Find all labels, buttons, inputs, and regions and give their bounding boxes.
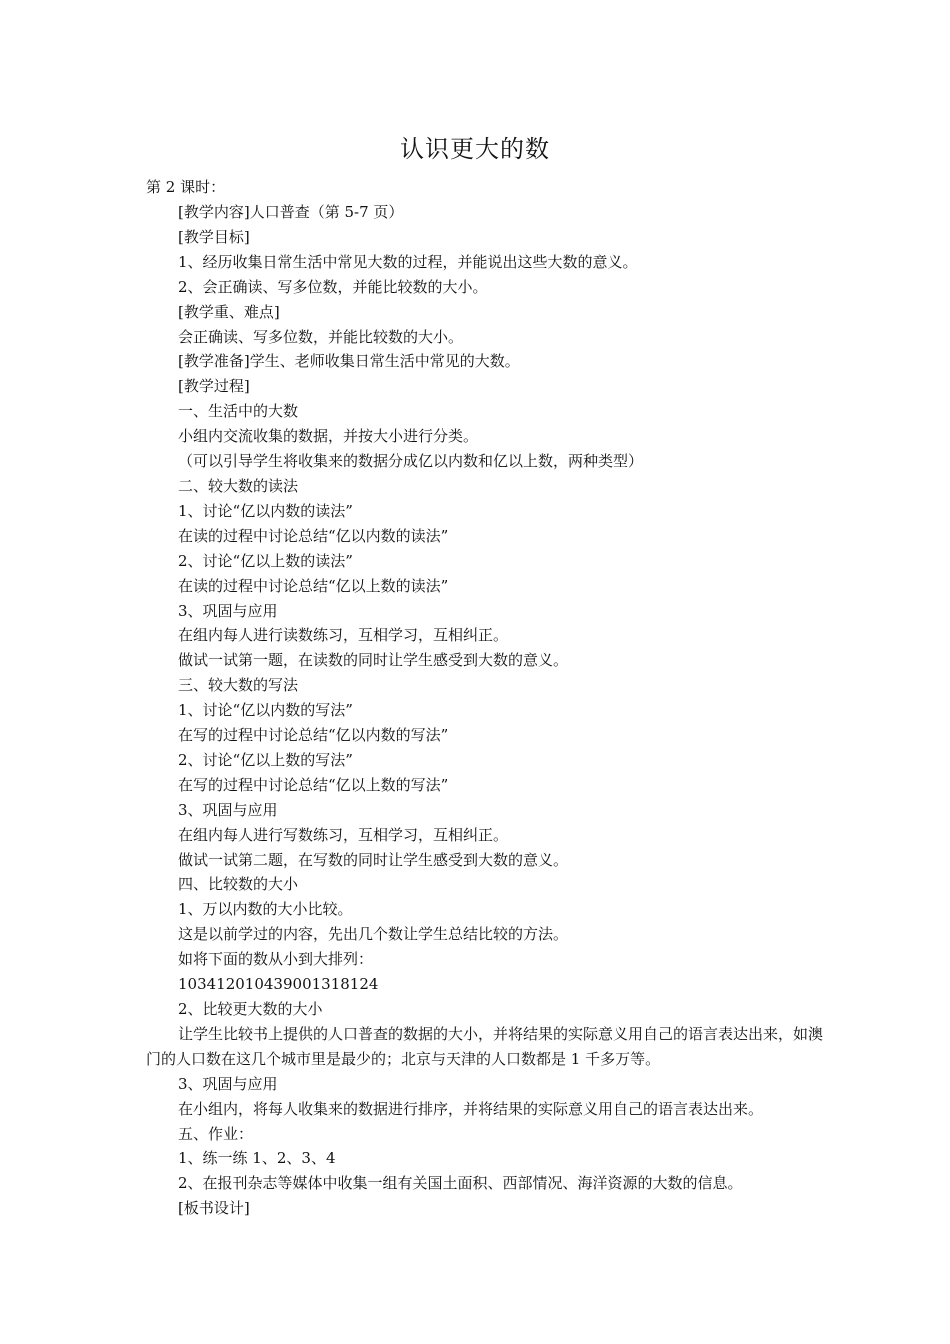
body-line: 四、比较数的大小 xyxy=(178,875,299,894)
body-line: [教学内容]人口普查（第 5-7 页） xyxy=(178,203,404,221)
body-line: 在组内每人进行读数练习，互相学习，互相纠正。 xyxy=(178,626,509,645)
body-line: [教学重、难点] xyxy=(178,302,280,321)
body-line: 1、练一练 1、2、3、4 xyxy=(178,1149,336,1168)
body-line: 在组内每人进行写数练习，互相学习，互相纠正。 xyxy=(178,825,509,844)
body-line: 小组内交流收集的数据，并按大小进行分类。 xyxy=(178,427,479,446)
body-line: [教学准备]学生、老师收集日常生活中常见的大数。 xyxy=(178,352,520,371)
body-paragraph: 让学生比较书上提供的人口普查的数据的大小，并将结果的实际意义用自己的语言表达出来，如澳门的人口数在这几个城市里是最少的；北京与天津的人口数都是 1 千多万等。 xyxy=(146,1024,824,1068)
body-line: 3、巩固与应用 xyxy=(178,800,278,819)
document-title: 认识更大的数 xyxy=(400,135,550,163)
body-line: 在小组内，将每人收集来的数据进行排序，并将结果的实际意义用自己的语言表达出来。 xyxy=(178,1099,764,1118)
body-line: 2、在报刊杂志等媒体中收集一组有关国土面积、西部情况、海洋资源的大数的信息。 xyxy=(178,1174,743,1193)
body-line: 1、讨论“亿以内数的读法” xyxy=(178,501,353,520)
body-line: 2、会正确读、写多位数，并能比较数的大小。 xyxy=(178,277,488,296)
body-line: 1、经历收集日常生活中常见大数的过程，并能说出这些大数的意义。 xyxy=(178,252,638,271)
body-line: （可以引导学生将收集来的数据分成亿以内数和亿以上数，两种类型） xyxy=(178,452,644,471)
body-line: 1、万以内数的大小比较。 xyxy=(178,900,353,919)
lesson-label: 第 2 课时： xyxy=(146,178,226,196)
body-line: 一、生活中的大数 xyxy=(178,402,299,421)
body-line: 在写的过程中讨论总结“亿以内数的写法” xyxy=(178,726,449,745)
body-line: 1、讨论“亿以内数的写法” xyxy=(178,701,353,720)
body-line: 这是以前学过的内容，先出几个数让学生总结比较的方法。 xyxy=(178,925,569,944)
body-line: 做试一试第一题，在读数的同时让学生感受到大数的意义。 xyxy=(178,651,569,670)
body-line: 在写的过程中讨论总结“亿以上数的写法” xyxy=(178,775,449,794)
body-line: 2、比较更大数的大小 xyxy=(178,1000,323,1018)
body-line: 3、巩固与应用 xyxy=(178,601,278,620)
body-line: 2、讨论“亿以上数的读法” xyxy=(178,551,353,570)
document-body xyxy=(146,200,826,1221)
body-line: 2、讨论“亿以上数的写法” xyxy=(178,750,353,769)
body-line: 在读的过程中讨论总结“亿以内数的读法” xyxy=(178,526,449,545)
body-line: [教学过程] xyxy=(178,377,250,396)
body-line: 如将下面的数从小到大排列： xyxy=(178,950,374,969)
body-line: [板书设计] xyxy=(178,1199,250,1218)
body-line: 在读的过程中讨论总结“亿以上数的读法” xyxy=(178,576,449,595)
body-line: 二、较大数的读法 xyxy=(178,476,299,495)
number-sequence: 103412010439001318124 xyxy=(178,975,379,994)
body-line: 3、巩固与应用 xyxy=(178,1074,278,1093)
body-line: 做试一试第二题，在写数的同时让学生感受到大数的意义。 xyxy=(178,850,569,869)
body-line: 会正确读、写多位数，并能比较数的大小。 xyxy=(178,327,464,346)
body-line: 三、较大数的写法 xyxy=(178,676,299,695)
body-line: [教学目标] xyxy=(178,227,250,246)
body-line: 五、作业： xyxy=(178,1124,254,1143)
